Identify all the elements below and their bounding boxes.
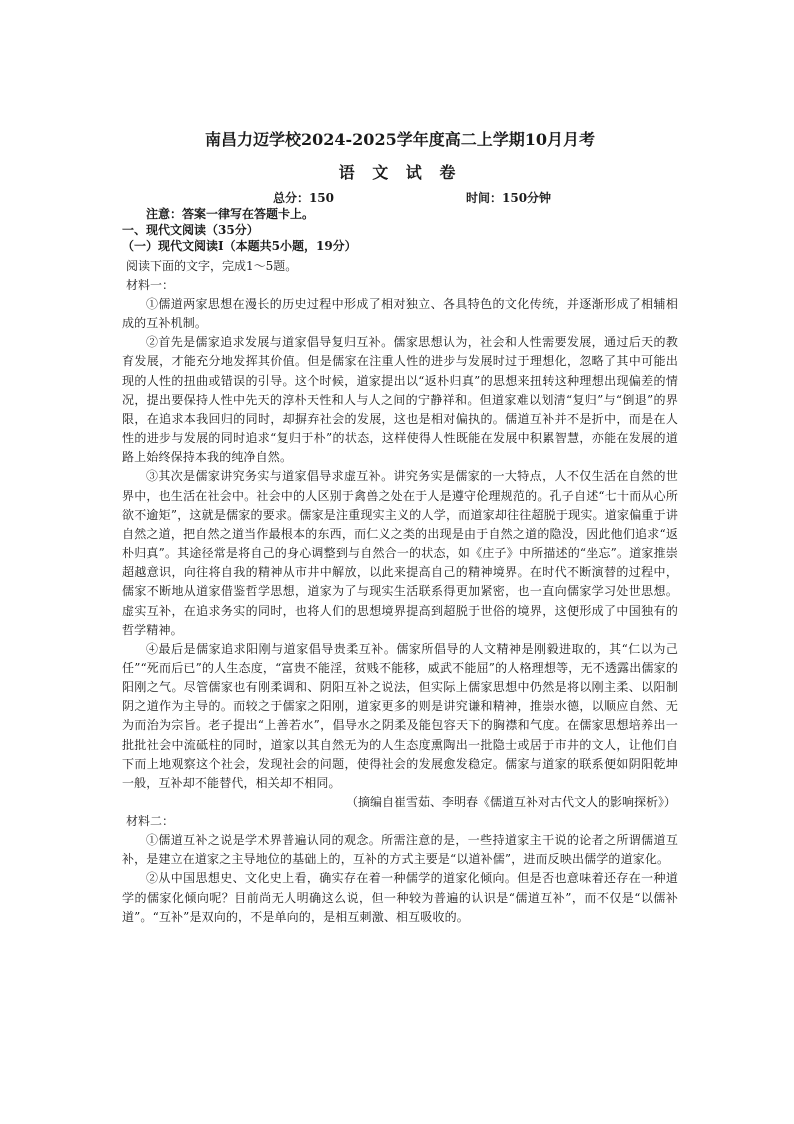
reading-instruction: 阅读下面的文字，完成1～5题。 (126, 259, 298, 273)
material-1-paragraph-2: ②首先是儒家追求发展与道家倡导复归互补。儒家思想认为，社会和人性需要发展，通过后天的教育发展，才能充分地发挥其价值。但是儒家在注重人性的进步与发展时过于理想化，忽略了其中可能出现的人性的扭曲或错误的引导。这个时候，道家提出以“返朴归真”的思想来扭转这种理想出现偏差的情况，提出要保持人性中先天的淳朴天性和人与人之间的宁静祥和。但道家难以划清“复归”与“倒退”的界限，在追求本我回归的同时，却摒弃社会的发展，这也是相对偏执的。儒道互补并不是折中，而是在人性的进步与发展的同时追求“复归于朴”的状态，这样使得人性既能在发展中积累智慧，亦能在发展的道路上始终保持本我的纯净自然。 (122, 335, 678, 465)
exam-notice: 注意：答案一律写在答题卡上。 (146, 207, 315, 221)
exam-meta (146, 190, 678, 206)
section-heading: 一、现代文阅读（35分） (122, 223, 259, 237)
exam-time: 时间：150分钟 (466, 191, 552, 205)
material-1-paragraph-1: ①儒道两家思想在漫长的历史过程中形成了相对独立、各具特色的文化传统，并逐渐形成了相辅相成的互补机制。 (122, 297, 678, 331)
subsection-heading: （一）现代文阅读Ⅰ（本题共5小题，19分） (122, 239, 357, 253)
exam-subtitle: 语 文 试 卷 (338, 163, 462, 182)
total-score: 总分：150 (272, 191, 334, 205)
material-1-paragraph-4: ④最后是儒家追求阳刚与道家倡导贵柔互补。儒家所倡导的人文精神是刚毅进取的，其“仁以为己任”“死而后已”的人生态度，“富贵不能淫，贫贱不能移，威武不能屈”的人格理想等，无不透露出儒家的阳刚之气。尽管儒家也有刚柔调和、阴阳互补之说法，但实际上儒家思想中仍然是将以刚主柔、以阳制阴之道作为主导的。而较之于儒家之阳刚，道家更多的则是讲究谦和精神，推崇水德，以顺应自然、无为而治为宗旨。老子提出“上善若水”，倡导水之阴柔及能包容天下的胸襟和气度。在儒家思想培养出一批批社会中流砥柱的同时，道家以其自然无为的人生态度熏陶出一批隐士或居于市井的文人，让他们自下而上地观察这个社会，发现社会的问题，使得社会的发展愈发稳定。儒家与道家的联系便如阴阳乾坤一般，互补却不能替代，相关却不相同。 (122, 641, 678, 790)
material-1-label: 材料一： (126, 278, 175, 292)
material-2-label: 材料二： (126, 814, 175, 829)
exam-page (122, 128, 678, 927)
material-1-source: （摘编自崔雪茹、李明春《儒道互补对古代文人的影响探析》） (345, 795, 676, 810)
exam-title: 南昌力迈学校2024-2025学年度高二上学期10月月考 (205, 130, 595, 149)
material-2-paragraph-2: ②从中国思想史、文化史上看，确实存在着一种儒学的道家化倾向。但是否也意味着还存在一种道学的儒家化倾向呢？目前尚无人明确这么说，但一种较为普遍的认识是“儒道互补”，而不仅是“以儒补道”。“互补”是双向的，不是单向的，是相互刺激、相互吸收的。 (122, 871, 678, 924)
material-1-paragraph-3: ③其次是儒家讲究务实与道家倡导求虚互补。讲究务实是儒家的一大特点，人不仅生活在自然的世界中，也生活在社会中。社会中的人区别于禽兽之处在于人是遵守伦理规范的。孔子自述“七十而从心所欲不逾矩”，这就是儒家的要求。儒家是注重现实主义的人学，而道家却往往超脱于现实。道家偏重于讲自然之道，把自然之道当作最根本的东西，而仁义之类的出现是由于自然之道的隐没，因此他们追求“返朴归真”。其途径常是将自己的身心调整到与自然合一的状态，如《庄子》中所描述的“坐忘”。道家推崇超越意识，向往将自我的精神从市井中解放，以此来提高自己的精神境界。在时代不断演替的过程中，儒家不断地从道家借鉴哲学思想，道家为了与现实生活联系得更加紧密，也一直向儒家学习处世思想。虚实互补，在追求务实的同时，也将人们的思想境界提高到超脱于世俗的境界，这便形成了中国独有的哲学精神。 (122, 469, 678, 637)
material-2-paragraph-1: ①儒道互补之说是学术界普遍认同的观念。所需注意的是，一些持道家主干说的论者之所谓儒道互补，是建立在道家之主导地位的基础上的，互补的方式主要是“以道补儒”，进而反映出儒学的道家化。 (122, 833, 678, 867)
